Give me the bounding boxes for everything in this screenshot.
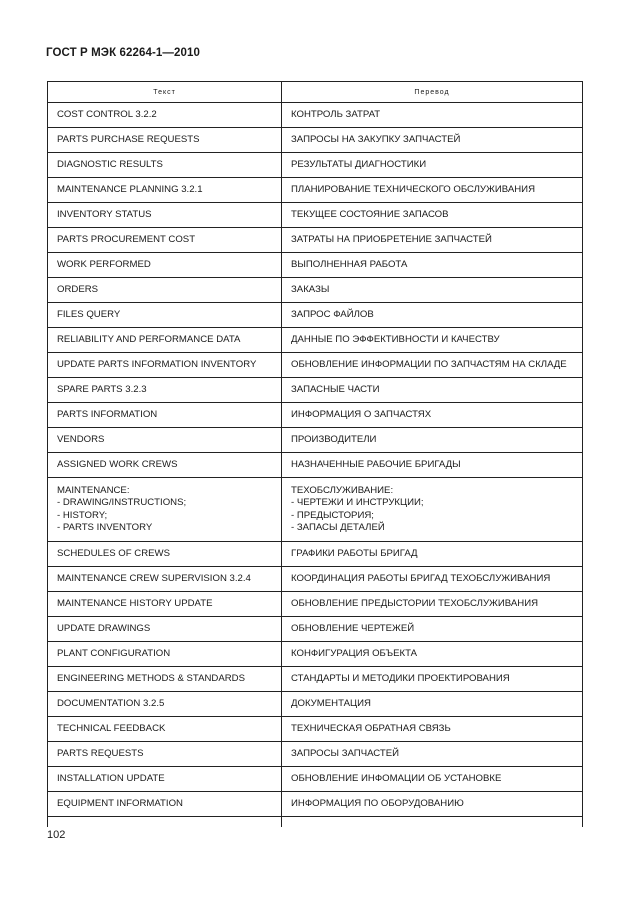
table-row [48,592,583,617]
column-header-translation: Перевод [282,82,583,103]
term-cell: ORDERS [48,278,282,303]
term-cell: VENDORS [48,428,282,453]
term-cell: UPDATE PARTS INFORMATION INVENTORY [48,353,282,378]
translation-cell: ОБНОВЛЕНИЕ ИНФОМАЦИИ ОБ УСТАНОВКЕ [282,767,583,792]
table-continuation [48,817,583,828]
translation-cell: КОНФИГУРАЦИЯ ОБЪЕКТА [282,642,583,667]
table-row [48,228,583,253]
terms-table-body [48,103,583,828]
translation-cell: ПЛАНИРОВАНИЕ ТЕХНИЧЕСКОГО ОБСЛУЖИВАНИЯ [282,178,583,203]
term-cell: DOCUMENTATION 3.2.5 [48,692,282,717]
translation-cell: ДОКУМЕНТАЦИЯ [282,692,583,717]
table-row [48,253,583,278]
table-row [48,178,583,203]
translation-cell: ТЕХОБСЛУЖИВАНИЕ: - ЧЕРТЕЖИ И ИНСТРУКЦИИ; - ПРЕДЫСТОРИЯ; - ЗАПАСЫ ДЕТАЛЕЙ [282,478,583,542]
translation-cell: ИНФОРМАЦИЯ ПО ОБОРУДОВАНИЮ [282,792,583,817]
table-row [48,353,583,378]
table-row [48,428,583,453]
table-row [48,767,583,792]
term-cell: FILES QUERY [48,303,282,328]
table-row [48,378,583,403]
table-row [48,403,583,428]
table-row [48,478,583,542]
term-cell: PARTS INFORMATION [48,403,282,428]
translation-cell: ВЫПОЛНЕННАЯ РАБОТА [282,253,583,278]
term-cell: INVENTORY STATUS [48,203,282,228]
table-row [48,617,583,642]
term-cell: SPARE PARTS 3.2.3 [48,378,282,403]
table-row [48,278,583,303]
translation-cell: ЗАПАСНЫЕ ЧАСТИ [282,378,583,403]
term-cell: INSTALLATION UPDATE [48,767,282,792]
term-cell: EQUIPMENT INFORMATION [48,792,282,817]
table-row [48,153,583,178]
term-cell: MAINTENANCE PLANNING 3.2.1 [48,178,282,203]
table-row [48,692,583,717]
term-cell: PARTS PURCHASE REQUESTS [48,128,282,153]
translation-cell: ГРАФИКИ РАБОТЫ БРИГАД [282,542,583,567]
term-cell: TECHNICAL FEEDBACK [48,717,282,742]
translation-cell: ЗАПРОС ФАЙЛОВ [282,303,583,328]
column-header-text: Текст [48,82,282,103]
term-cell: MAINTENANCE: - DRAWING/INSTRUCTIONS; - HISTORY; - PARTS INVENTORY [48,478,282,542]
translation-cell: ОБНОВЛЕНИЕ ИНФОРМАЦИИ ПО ЗАПЧАСТЯМ НА СКЛАДЕ [282,353,583,378]
translation-cell: КОНТРОЛЬ ЗАТРАТ [282,103,583,128]
translation-cell: ОБНОВЛЕНИЕ ПРЕДЫСТОРИИ ТЕХОБСЛУЖИВАНИЯ [282,592,583,617]
table-row [48,642,583,667]
translation-cell: ПРОИЗВОДИТЕЛИ [282,428,583,453]
table-row [48,717,583,742]
term-cell: MAINTENANCE CREW SUPERVISION 3.2.4 [48,567,282,592]
translation-cell: ЗАТРАТЫ НА ПРИОБРЕТЕНИЕ ЗАПЧАСТЕЙ [282,228,583,253]
translation-cell: РЕЗУЛЬТАТЫ ДИАГНОСТИКИ [282,153,583,178]
table-row [48,567,583,592]
page-number: 102 [47,829,66,841]
table-row [48,742,583,767]
terms-table [47,81,583,827]
term-cell: MAINTENANCE HISTORY UPDATE [48,592,282,617]
term-cell: DIAGNOSTIC RESULTS [48,153,282,178]
table-row [48,203,583,228]
table-row [48,103,583,128]
term-cell: SCHEDULES OF CREWS [48,542,282,567]
term-cell: RELIABILITY AND PERFORMANCE DATA [48,328,282,353]
table-header-row [48,82,583,103]
table-row [48,328,583,353]
translation-cell: ЗАПРОСЫ ЗАПЧАСТЕЙ [282,742,583,767]
table-row [48,453,583,478]
table-row [48,128,583,153]
term-cell: UPDATE DRAWINGS [48,617,282,642]
table-row [48,792,583,817]
translation-cell: ИНФОРМАЦИЯ О ЗАПЧАСТЯХ [282,403,583,428]
translation-cell: ДАННЫЕ ПО ЭФФЕКТИВНОСТИ И КАЧЕСТВУ [282,328,583,353]
term-cell: PARTS REQUESTS [48,742,282,767]
translation-cell: КООРДИНАЦИЯ РАБОТЫ БРИГАД ТЕХОБСЛУЖИВАНИЯ [282,567,583,592]
translation-cell: СТАНДАРТЫ И МЕТОДИКИ ПРОЕКТИРОВАНИЯ [282,667,583,692]
term-cell: PARTS PROCUREMENT COST [48,228,282,253]
term-cell: PLANT CONFIGURATION [48,642,282,667]
translation-cell: ЗАПРОСЫ НА ЗАКУПКУ ЗАПЧАСТЕЙ [282,128,583,153]
table-row [48,303,583,328]
term-cell: ENGINEERING METHODS & STANDARDS [48,667,282,692]
table-row [48,667,583,692]
term-cell: ASSIGNED WORK CREWS [48,453,282,478]
document-header: ГОСТ Р МЭК 62264-1—2010 [46,47,200,59]
term-cell: WORK PERFORMED [48,253,282,278]
translation-cell: ТЕХНИЧЕСКАЯ ОБРАТНАЯ СВЯЗЬ [282,717,583,742]
table-row [48,542,583,567]
translation-cell: ОБНОВЛЕНИЕ ЧЕРТЕЖЕЙ [282,617,583,642]
translation-cell: НАЗНАЧЕННЫЕ РАБОЧИЕ БРИГАДЫ [282,453,583,478]
translation-cell: ТЕКУЩЕЕ СОСТОЯНИЕ ЗАПАСОВ [282,203,583,228]
translation-cell: ЗАКАЗЫ [282,278,583,303]
term-cell: COST CONTROL 3.2.2 [48,103,282,128]
